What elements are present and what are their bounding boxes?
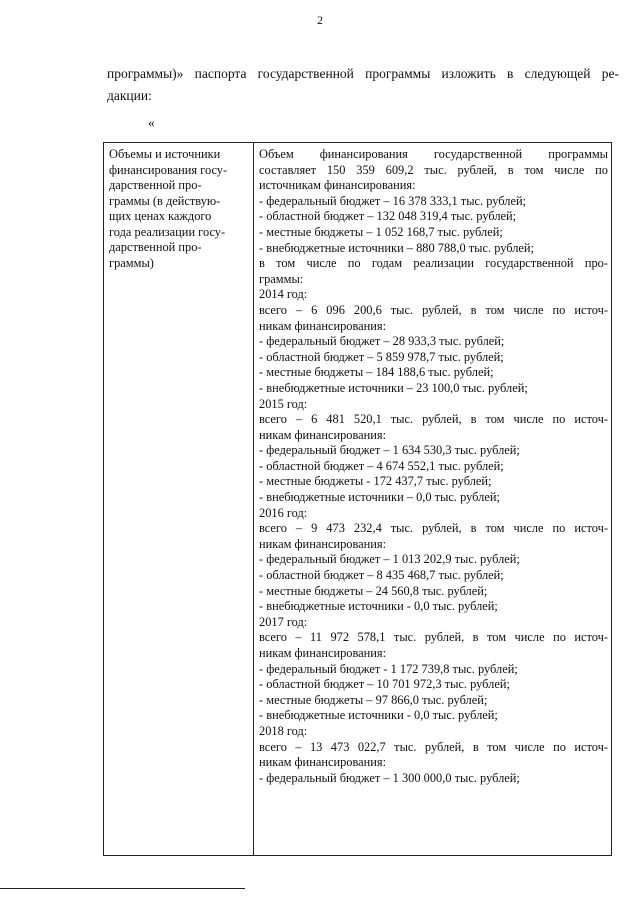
- table-line: Объемы и источники: [109, 147, 221, 161]
- table-line: Объем финансирования государственной программы: [259, 147, 608, 161]
- table-line: никам финансирования:: [259, 755, 387, 770]
- table-line: - внебюджетные источники - 0,0 тыс. рублей;: [259, 599, 498, 614]
- table-line: всего – 6 096 200,6 тыс. рублей, в том числе по источ-: [259, 302, 608, 317]
- table-line: никам финансирования:: [259, 427, 387, 442]
- table-line: - федеральный бюджет – 28 933,3 тыс. рублей;: [259, 334, 505, 349]
- table-line: всего – 11 972 578,1 тыс. рублей, в том числе по источ-: [259, 630, 608, 645]
- table-line: - местные бюджеты – 184 188,6 тыс. рублей;: [259, 365, 494, 380]
- table-line: - внебюджетные источники – 23 100,0 тыс. рублей;: [259, 380, 528, 395]
- table-line: финансирования госу-: [109, 162, 228, 177]
- table-line: в том числе по годам реализации государственной про-: [259, 256, 608, 271]
- table-line: 2017 год:: [259, 614, 308, 629]
- table-content-cell: [254, 143, 611, 855]
- financing-table: [103, 142, 612, 856]
- table-line: - федеральный бюджет – 1 300 000,0 тыс. рублей;: [259, 770, 520, 785]
- intro-line: дакции:: [107, 88, 152, 103]
- table-line: - областной бюджет – 4 674 552,1 тыс. рублей;: [259, 458, 504, 473]
- opening-quote: «: [148, 115, 155, 130]
- table-line: дарственной про-: [109, 178, 202, 192]
- table-line: составляет 150 359 609,2 тыс. рублей, в том числе по: [259, 162, 608, 177]
- table-line: - областной бюджет – 5 859 978,7 тыс. рублей;: [259, 349, 504, 364]
- table-line: никам финансирования:: [259, 318, 387, 333]
- table-line: - местные бюджеты – 1 052 168,7 тыс. рублей;: [259, 224, 503, 239]
- table-line: - местные бюджеты – 97 866,0 тыс. рублей;: [259, 692, 488, 707]
- table-line: - внебюджетные источники – 0,0 тыс. рублей;: [259, 490, 500, 505]
- table-line: - федеральный бюджет – 1 634 530,3 тыс. рублей;: [259, 443, 520, 458]
- table-line: года реализации госу-: [109, 224, 226, 239]
- intro-line: программы)» паспорта государственной программы изложить в следующей ре-: [107, 66, 619, 81]
- table-line: граммы): [109, 255, 154, 270]
- table-line: всего – 9 473 232,4 тыс. рублей, в том числе по источ-: [259, 521, 608, 536]
- table-line: - областной бюджет – 10 701 972,3 тыс. рублей;: [259, 677, 510, 692]
- table-line: всего – 13 473 022,7 тыс. рублей, в том числе по источ-: [259, 739, 608, 754]
- table-line: никам финансирования:: [259, 646, 387, 660]
- footer-rule: [0, 888, 245, 889]
- table-line: - внебюджетные источники – 880 788,0 тыс. рублей;: [259, 240, 535, 255]
- intro-paragraph: [107, 63, 619, 107]
- table-line: - федеральный бюджет – 16 378 333,1 тыс. рублей;: [259, 193, 527, 208]
- table-label-cell: [104, 143, 254, 855]
- table-line: - местные бюджеты – 24 560,8 тыс. рублей;: [259, 583, 488, 598]
- table-line: - областной бюджет – 8 435 468,7 тыс. рублей;: [259, 568, 504, 583]
- page-number: 2: [317, 13, 323, 27]
- table-line: никам финансирования:: [259, 536, 387, 551]
- table-line: - областной бюджет – 132 048 319,4 тыс. рублей;: [259, 209, 517, 224]
- table-line: 2018 год:: [259, 723, 308, 738]
- table-line: дарственной про-: [109, 240, 202, 254]
- table-line: всего – 6 481 520,1 тыс. рублей, в том числе по источ-: [259, 412, 608, 427]
- table-line: - местные бюджеты - 172 437,7 тыс. рублей;: [259, 474, 492, 489]
- table-line: - федеральный бюджет - 1 172 739,8 тыс. рублей;: [259, 661, 518, 676]
- table-line: граммы (в действую-: [109, 193, 221, 208]
- table-line: граммы:: [259, 271, 304, 286]
- table-line: 2016 год:: [259, 505, 308, 520]
- table-line: - внебюджетные источники - 0,0 тыс. рублей;: [259, 708, 498, 723]
- table-line: 2015 год:: [259, 396, 308, 411]
- table-line: 2014 год:: [259, 287, 308, 302]
- table-line: - федеральный бюджет – 1 013 202,9 тыс. рублей;: [259, 552, 520, 567]
- table-line: щих ценах каждого: [109, 209, 212, 223]
- table-line: источникам финансирования:: [259, 178, 416, 193]
